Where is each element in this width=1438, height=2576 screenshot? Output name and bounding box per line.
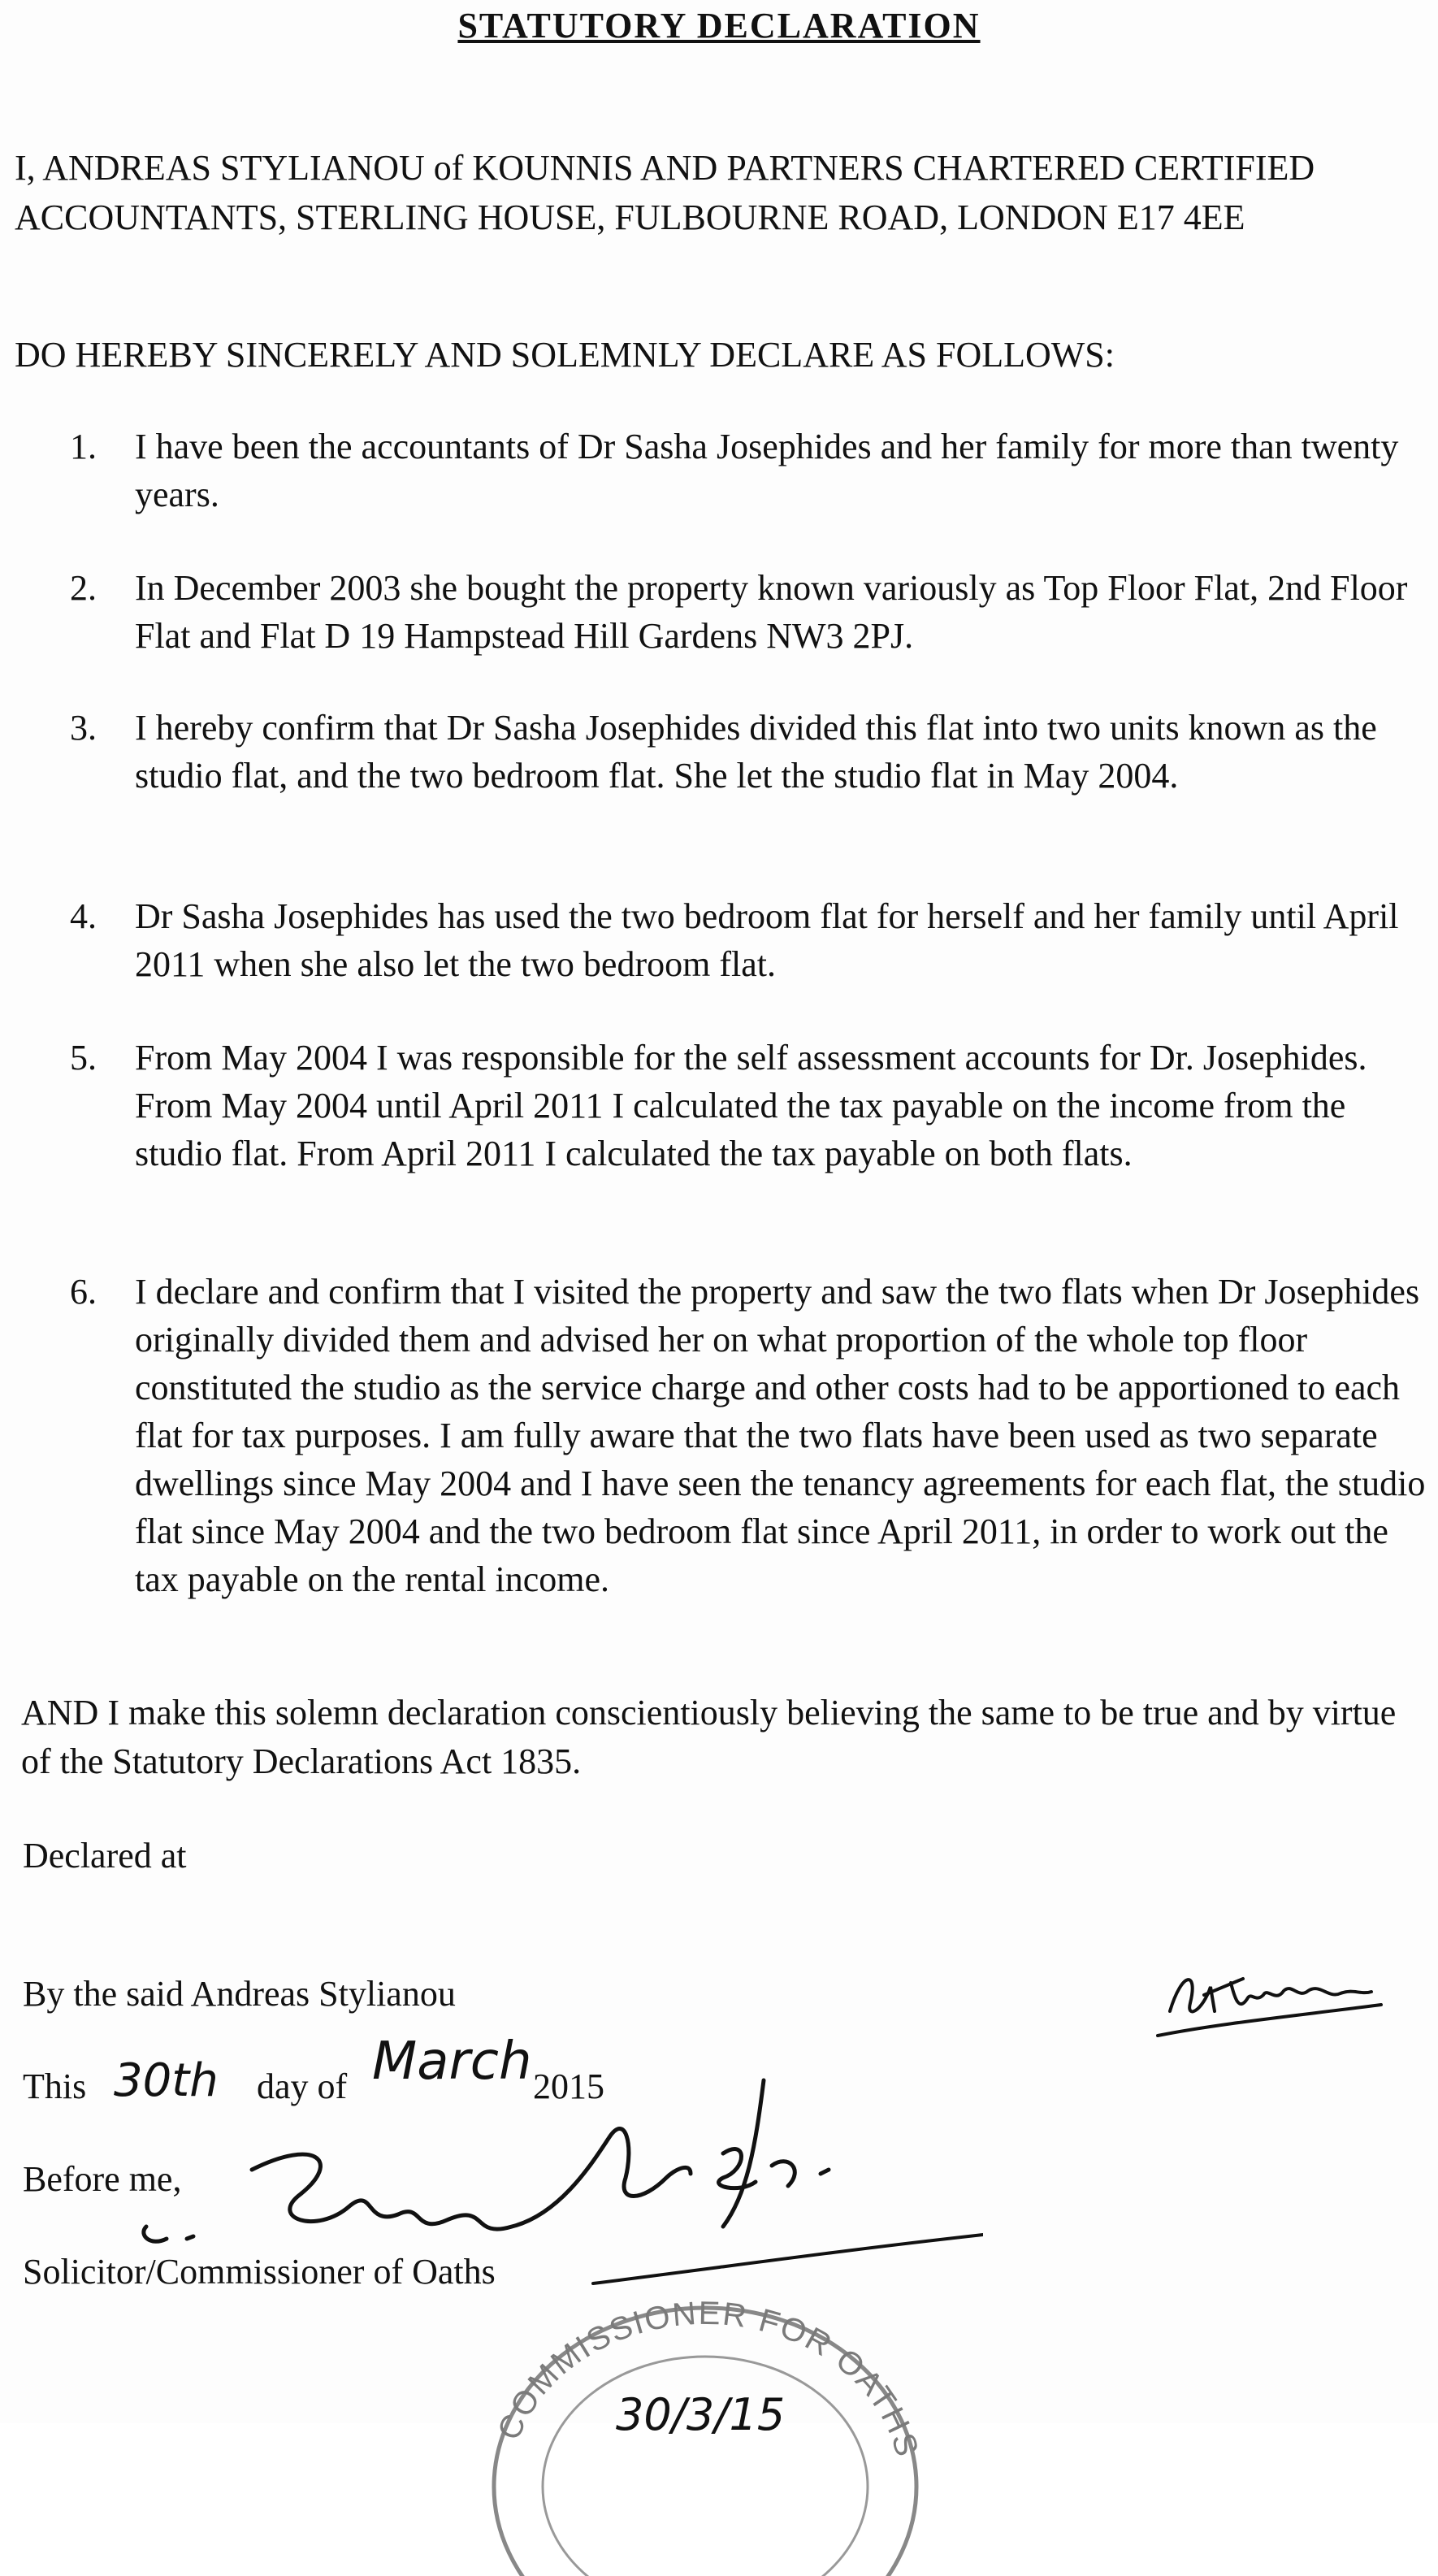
this-label: This	[23, 2066, 87, 2106]
declarant-signature	[1154, 1954, 1389, 2044]
document-title: STATUTORY DECLARATION	[457, 6, 981, 46]
item-text: I declare and confirm that I visited the property and saw the two flats when Dr Josephides originally divided them and advised her on what proportion of the whole top floor constituted the studio as the service charge and other costs had to be apportioned to each flat for tax purposes. I am fully aware that the two flats have been used as two separate dwellings since May 2004 and I have seen the tenancy agreements for each flat, the studio flat since May 2004 and the two bedroom flat since April 2011, in order to work out the tax payable on the rental income.	[135, 1272, 1426, 1599]
item-number: 4.	[70, 896, 97, 936]
date-line	[23, 2066, 86, 2107]
handwritten-day: 30th	[114, 2054, 219, 2107]
item-number: 1.	[70, 427, 97, 466]
item-text: I hereby confirm that Dr Sasha Josephides divided this flat into two units known as the studio flat, and the two bedroom flat. She let the studio flat in May 2004.	[135, 708, 1377, 796]
item-text: In December 2003 she bought the property known variously as Top Floor Flat, 2nd Floor Flat and Flat D 19 Hampstead Hill Gardens NW3 2PJ.	[135, 568, 1408, 656]
handwritten-month: March	[372, 2032, 532, 2092]
declared-at-label: Declared at	[23, 1836, 187, 1876]
year-label: 2015	[533, 2066, 604, 2106]
day-of-label: day of	[257, 2066, 348, 2106]
item-number: 6.	[70, 1272, 97, 1312]
item-text: I have been the accountants of Dr Sasha Josephides and her family for more than twenty years.	[135, 427, 1399, 514]
item-number: 5.	[70, 1038, 97, 1078]
declarant-intro: I, ANDREAS STYLIANOU of KOUNNIS AND PARTNERS CHARTERED CERTIFIED ACCOUNTANTS, STERLING HOUSE, FULBOURNE ROAD, LONDON E17 4EE	[15, 148, 1315, 237]
stamp-handwritten-date: 30/3/15	[616, 2389, 786, 2440]
declare-heading: DO HEREBY SINCERELY AND SOLEMNLY DECLARE AS FOLLOWS:	[15, 335, 1115, 375]
declarant-line: By the said Andreas Stylianou	[23, 1974, 456, 2014]
stamp-text: COMMISSIONER FOR OATHS	[491, 2295, 925, 2462]
commissioner-label: Solicitor/Commissioner of Oaths	[23, 2252, 496, 2292]
item-number: 3.	[70, 708, 97, 748]
item-number: 2.	[70, 568, 97, 608]
closing-statement: AND I make this solemn declaration conscientiously believing the same to be true and by virtue of the Statutory Declarations Act 1835.	[21, 1693, 1397, 1781]
item-text: Dr Sasha Josephides has used the two bedroom flat for herself and her family until April 2011 when she also let the two bedroom flat.	[135, 896, 1399, 984]
before-me-label: Before me,	[23, 2159, 182, 2199]
item-text: From May 2004 I was responsible for the self assessment accounts for Dr. Josephides. From May 2004 until April 2011 I calculated the tax payable on the income from the studio flat. From April 2011 I calculated the tax payable on both flats.	[135, 1038, 1367, 1173]
commissioner-stamp	[478, 2283, 933, 2576]
